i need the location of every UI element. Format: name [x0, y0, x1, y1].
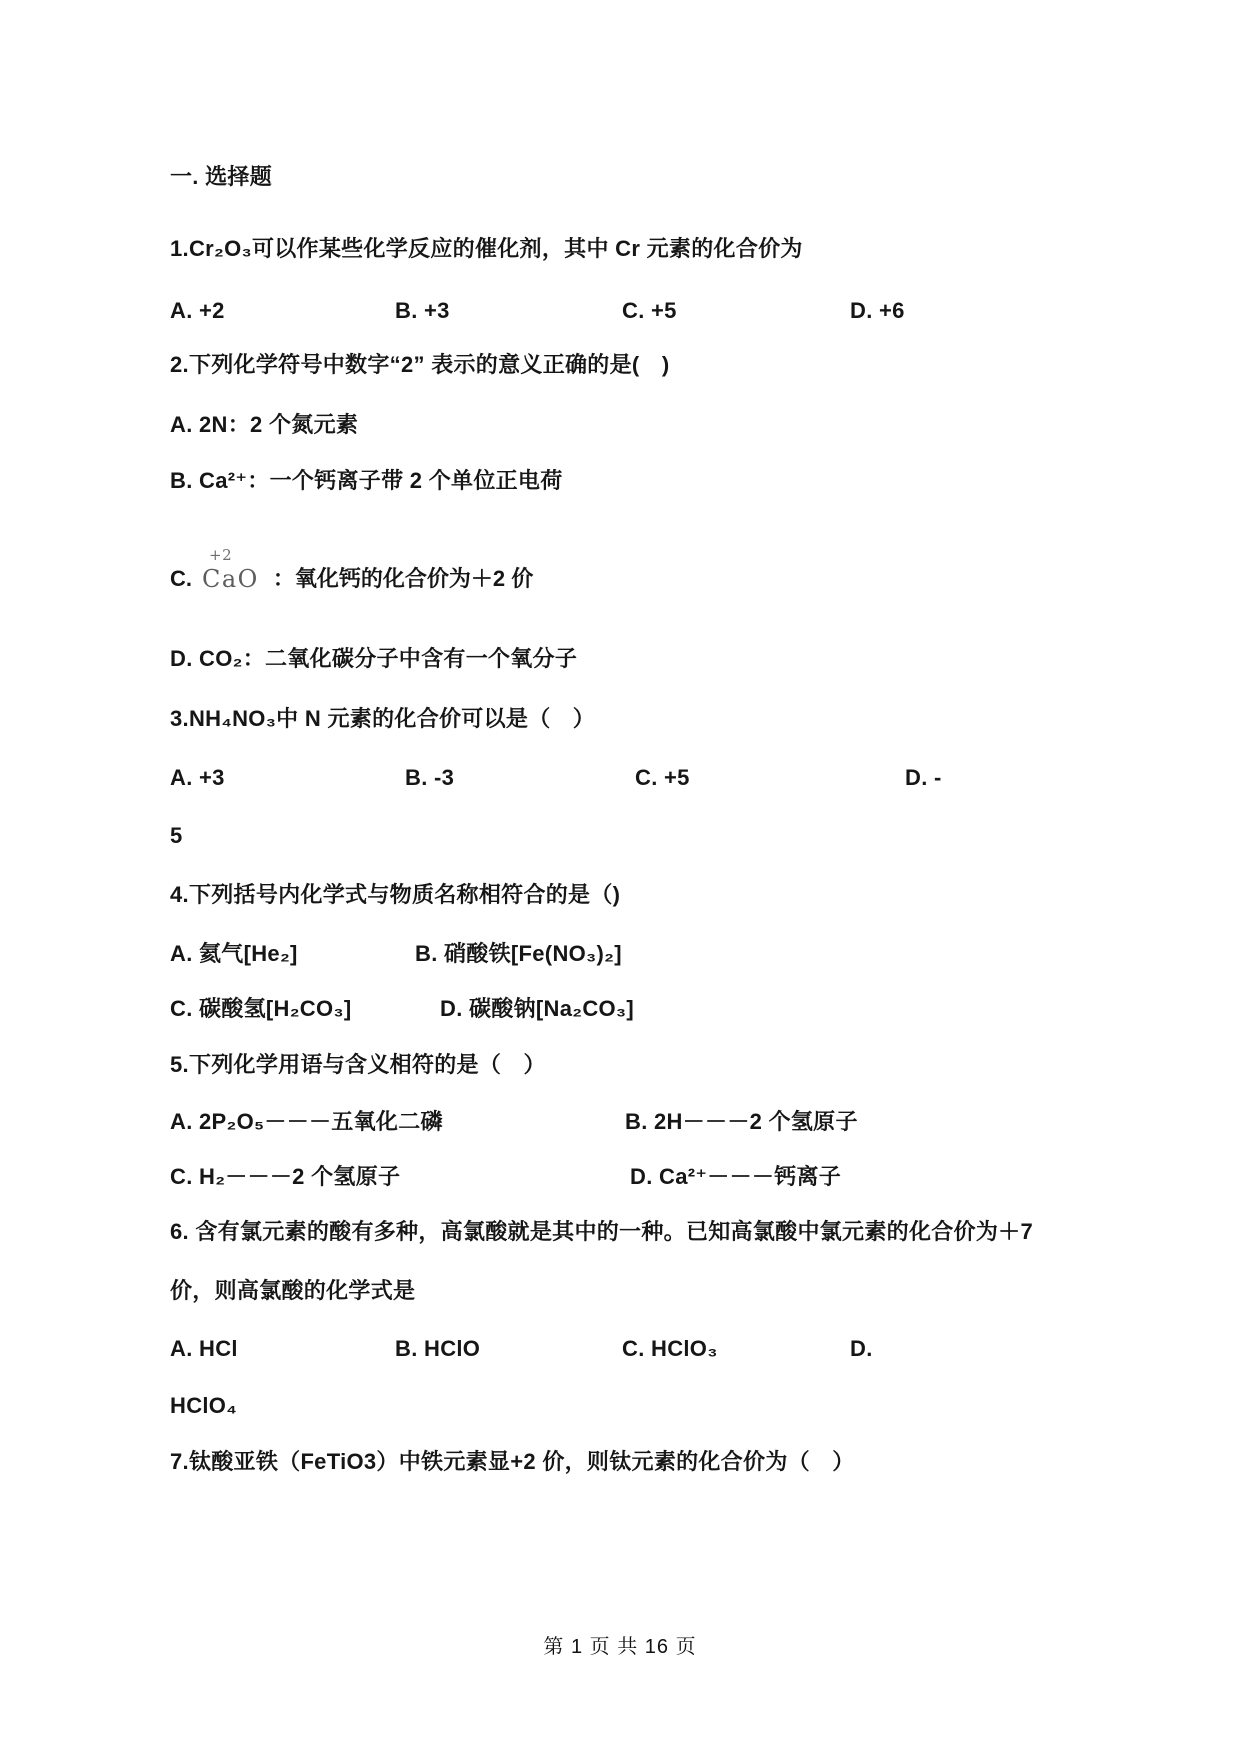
q5-option-d: D. Ca²⁺－－－钙离子 [630, 1164, 842, 1189]
question-7-stem: 7.钛酸亚铁（FeTiO3）中铁元素显+2 价，则钛元素的化合价为（ ） [170, 1449, 855, 1474]
question-1-stem: 1.Cr₂O₃可以作某些化学反应的催化剂，其中 Cr 元素的化合价为 [170, 236, 803, 261]
q5-option-b: B. 2H－－－2 个氢原子 [625, 1109, 858, 1134]
question-2-stem: 2.下列化学符号中数字“2” 表示的意义正确的是( ) [170, 352, 670, 377]
page-footer: 第 1 页 共 16 页 [543, 1636, 697, 1658]
q4-option-b: B. 硝酸铁[Fe(NO₃)₂] [415, 941, 622, 966]
q1-option-d: D. +6 [850, 298, 905, 323]
question-5-options-row2 [170, 1163, 1090, 1191]
q5-option-a: A. 2P₂O₅－－－五氧化二磷 [170, 1109, 443, 1134]
q3-option-b: B. -3 [405, 765, 455, 790]
q2-option-c-text: ：氧化钙的化合价为＋2 价 [272, 566, 534, 591]
q1-option-c: C. +5 [622, 298, 677, 323]
q6-option-d: D. [850, 1336, 873, 1361]
q6-option-a: A. HCl [170, 1336, 238, 1361]
cao-valence-charge: +2 [209, 546, 233, 564]
question-3-options [170, 764, 1090, 792]
q3-option-d: D. - [905, 765, 942, 790]
q6-option-d-continuation: HClO₄ [170, 1393, 237, 1418]
question-3-stem: 3.NH₄NO₃中 N 元素的化合价可以是（ ） [170, 706, 596, 731]
q2-option-d: D. CO₂：二氧化碳分子中含有一个氧分子 [170, 646, 578, 671]
q3-option-d-continuation: 5 [170, 823, 183, 848]
q3-option-c: C. +5 [635, 765, 690, 790]
question-6-options [170, 1335, 1090, 1363]
question-5-stem: 5.下列化学用语与含义相符的是（ ） [170, 1052, 546, 1077]
q3-option-a: A. +3 [170, 765, 225, 790]
q6-option-b: B. HClO [395, 1336, 481, 1361]
question-6-stem-line1: 6. 含有氯元素的酸有多种，高氯酸就是其中的一种。已知高氯酸中氯元素的化合价为＋7 [170, 1219, 1033, 1244]
question-6-stem-line2: 价，则高氯酸的化学式是 [170, 1278, 416, 1303]
question-4-options-row1 [170, 940, 1090, 968]
cao-valence-formula [202, 545, 259, 593]
q1-option-b: B. +3 [395, 298, 450, 323]
q2-option-c [170, 545, 1090, 593]
question-4-options-row2 [170, 995, 1090, 1023]
question-5-options-row1 [170, 1108, 1090, 1136]
q6-option-c: C. HClO₃ [622, 1336, 718, 1361]
q4-option-a: A. 氦气[He₂] [170, 941, 298, 966]
q2-option-a: A. 2N：2 个氮元素 [170, 412, 359, 437]
q2-option-c-label: C. [170, 566, 192, 591]
cao-formula-text: CaO [202, 565, 259, 593]
section-title: 一. 选择题 [170, 164, 273, 189]
question-1-options [170, 297, 1090, 325]
q2-option-b: B. Ca²⁺：一个钙离子带 2 个单位正电荷 [170, 468, 563, 493]
q4-option-c: C. 碳酸氢[H₂CO₃] [170, 996, 352, 1021]
question-4-stem: 4.下列括号内化学式与物质名称相符合的是（) [170, 882, 621, 907]
q5-option-c: C. H₂－－－2 个氢原子 [170, 1164, 401, 1189]
q1-option-a: A. +2 [170, 298, 225, 323]
q4-option-d: D. 碳酸钠[Na₂CO₃] [440, 996, 635, 1021]
